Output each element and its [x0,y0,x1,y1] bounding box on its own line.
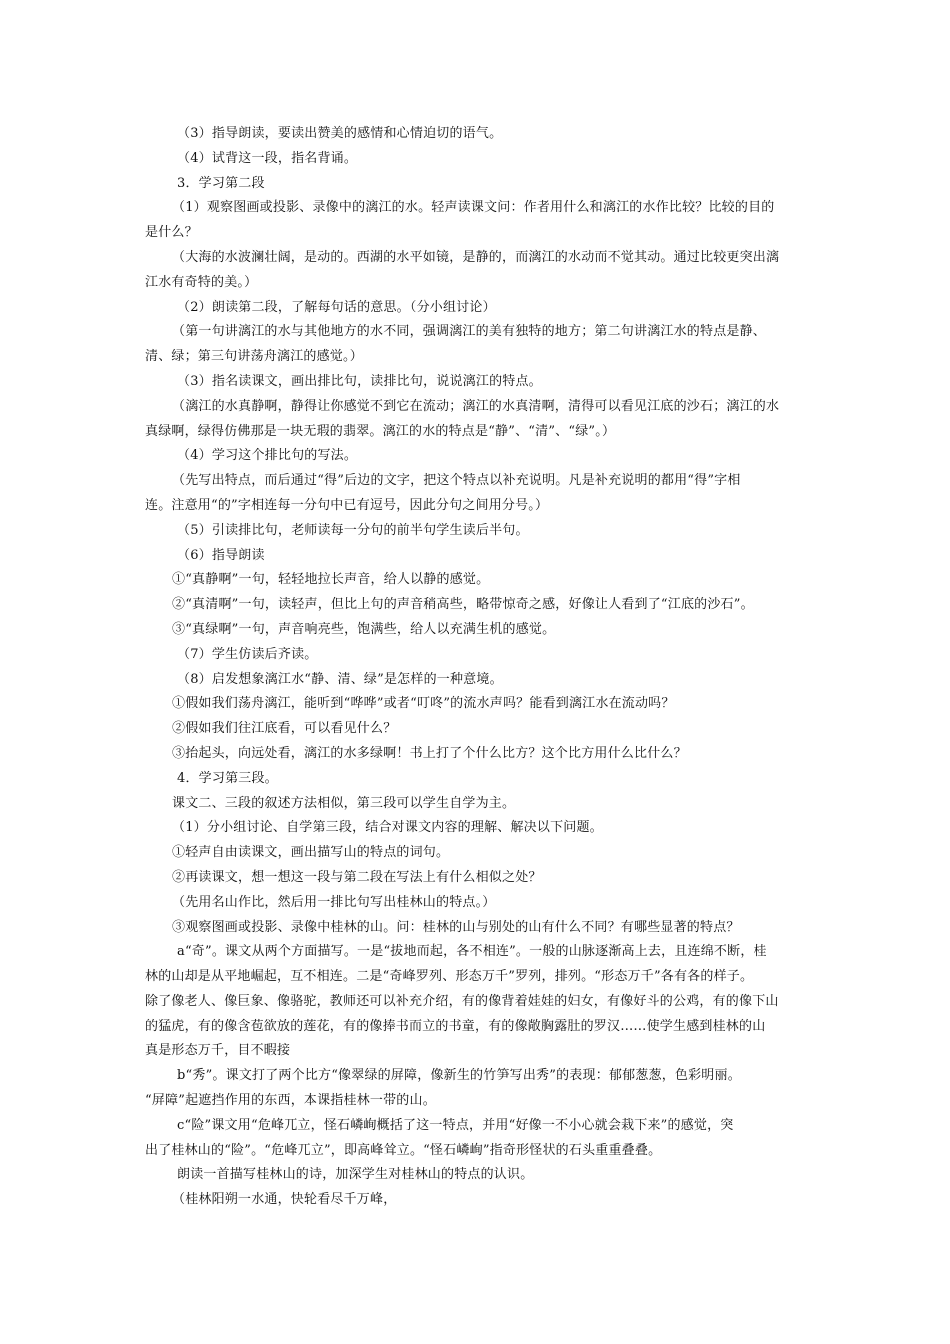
text-line: ③观察图画或投影、录像中桂林的山。问：桂林的山与别处的山有什么不同？有哪些显著的特点？ [172,919,740,935]
text-line: （4）学习这个排比句的写法。 [177,448,358,464]
text-line: “屏障”起遮挡作用的东西，本课指桂林一带的山。 [145,1093,436,1109]
text-line: （桂林阳朔一水通，快轮看尽千万峰， [172,1192,397,1208]
document-body [145,122,810,1213]
text-line: ②“真清啊”一句，读轻声，但比上句的声音稍高些，略带惊奇之感，好像让人看到了“江底的沙石”。 [172,597,754,613]
text-line: ①假如我们荡舟漓江，能听到“哗哗”或者“叮咚”的流水声吗？能看到漓江水在流动吗？ [172,696,675,712]
text-line: b“秀”。课文打了两个比方“像翠绿的屏障，像新生的竹笋写出秀”的表现：郁郁葱葱，色彩明丽。 [177,1068,741,1084]
text-line: 江水有奇特的美。） [145,274,258,290]
text-line: ②再读课文，想一想这一段与第二段在写法上有什么相似之处？ [172,869,542,885]
text-line: a“奇”。课文从两个方面描写。一是“拔地而起，各不相连”。一般的山脉逐渐高上去，且连绵不断，桂 [177,944,767,960]
text-line: （1）分小组讨论、自学第三段，结合对课文内容的理解、解决以下问题。 [172,820,603,836]
text-line: 除了像老人、像巨象、像骆驼，教师还可以补充介绍，有的像背着娃娃的妇女，有像好斗的公鸡，有的像下山 [145,993,779,1009]
text-line: ②假如我们往江底看，可以看见什么？ [172,721,397,737]
text-line: 真是形态万千，目不暇接 [145,1043,291,1059]
text-line: （先写出特点，而后通过“得”后边的文字，把这个特点以补充说明。凡是补充说明的都用“得”字相 [172,473,741,489]
text-line: 出了桂林山的“险”。“危峰兀立”，即高峰耸立。“怪石嶙峋”指奇形怪状的石头重重叠叠。 [145,1142,662,1158]
text-line: 连。注意用“的”字相连每一分句中已有逗号，因此分句之间用分号。） [145,497,549,513]
text-line: 3．学习第二段 [177,175,265,191]
text-line: ①轻声自由读课文，画出描写山的特点的词句。 [172,845,450,861]
text-line: （大海的水波澜壮阔，是动的。西湖的水平如镜，是静的，而漓江的水动而不觉其动。通过比较更突出漓 [172,249,780,265]
text-line: 4．学习第三段。 [177,770,278,786]
text-line: （1）观察图画或投影、录像中的漓江的水。轻声读课文问：作者用什么和漓江的水作比较？比较的目的 [172,200,775,216]
text-line: 是什么？ [145,225,198,241]
text-line: ①“真静啊”一句，轻轻地拉长声音，给人以静的感觉。 [172,572,490,588]
text-line: 林的山却是从平地崛起，互不相连。二是“奇峰罗列、形态万千”罗列，排列。“形态万千”各有各的样子。 [145,969,754,985]
text-line: 课文二、三段的叙述方法相似，第三段可以学生自学为主。 [172,795,516,811]
text-line: ③抬起头，向远处看，漓江的水多绿啊！书上打了个什么比方？这个比方用什么比什么？ [172,745,687,761]
text-line: （8）启发想象漓江水“静、清、绿”是怎样的一种意境。 [177,671,503,687]
text-line: （6）指导朗读 [177,547,265,563]
text-line: （3）指名读课文，画出排比句，读排比句，说说漓江的特点。 [177,373,542,389]
text-line: （5）引读排比句，老师读每一分句的前半句学生读后半句。 [177,522,529,538]
text-line: （3）指导朗读，要读出赞美的感情和心情迫切的语气。 [177,126,503,141]
text-line: （2）朗读第二段，了解每句话的意思。（分小组讨论） [177,299,496,315]
text-line: 的猛虎，有的像含苞欲放的莲花，有的像捧书而立的书童，有的像敞胸露肚的罗汉……使学生感到桂林的山 [145,1018,766,1034]
text-line: 朗读一首描写桂林山的诗，加深学生对桂林山的特点的认识。 [177,1167,534,1183]
text-line: （7）学生仿读后齐读。 [177,646,318,662]
text-line: ③“真绿啊”一句，声音响亮些，饱满些，给人以充满生机的感觉。 [172,621,556,637]
text-line: 真绿啊，绿得仿佛那是一块无瑕的翡翠。漓江的水的特点是“静”、“清”、“绿”。） [145,423,616,439]
text-line: 清、绿；第三句讲荡舟漓江的感觉。） [145,349,363,365]
text-line: （第一句讲漓江的水与其他地方的水不同，强调漓江的美有独特的地方；第二句讲漓江水的特点是静、 [172,324,767,340]
text-line: （先用名山作比，然后用一排比句写出桂林山的特点。） [172,894,496,910]
text-line: （4）试背这一段，指名背诵。 [177,150,358,166]
text-line: （漓江的水真静啊，静得让你感觉不到它在流动；漓江的水真清啊，清得可以看见江底的沙石；漓江的水 [172,398,780,414]
text-line: c“险”课文用“危峰兀立，怪石嶙峋概括了这一特点，并用“好像一不小心就会栽下来”的感觉，突 [177,1117,734,1133]
